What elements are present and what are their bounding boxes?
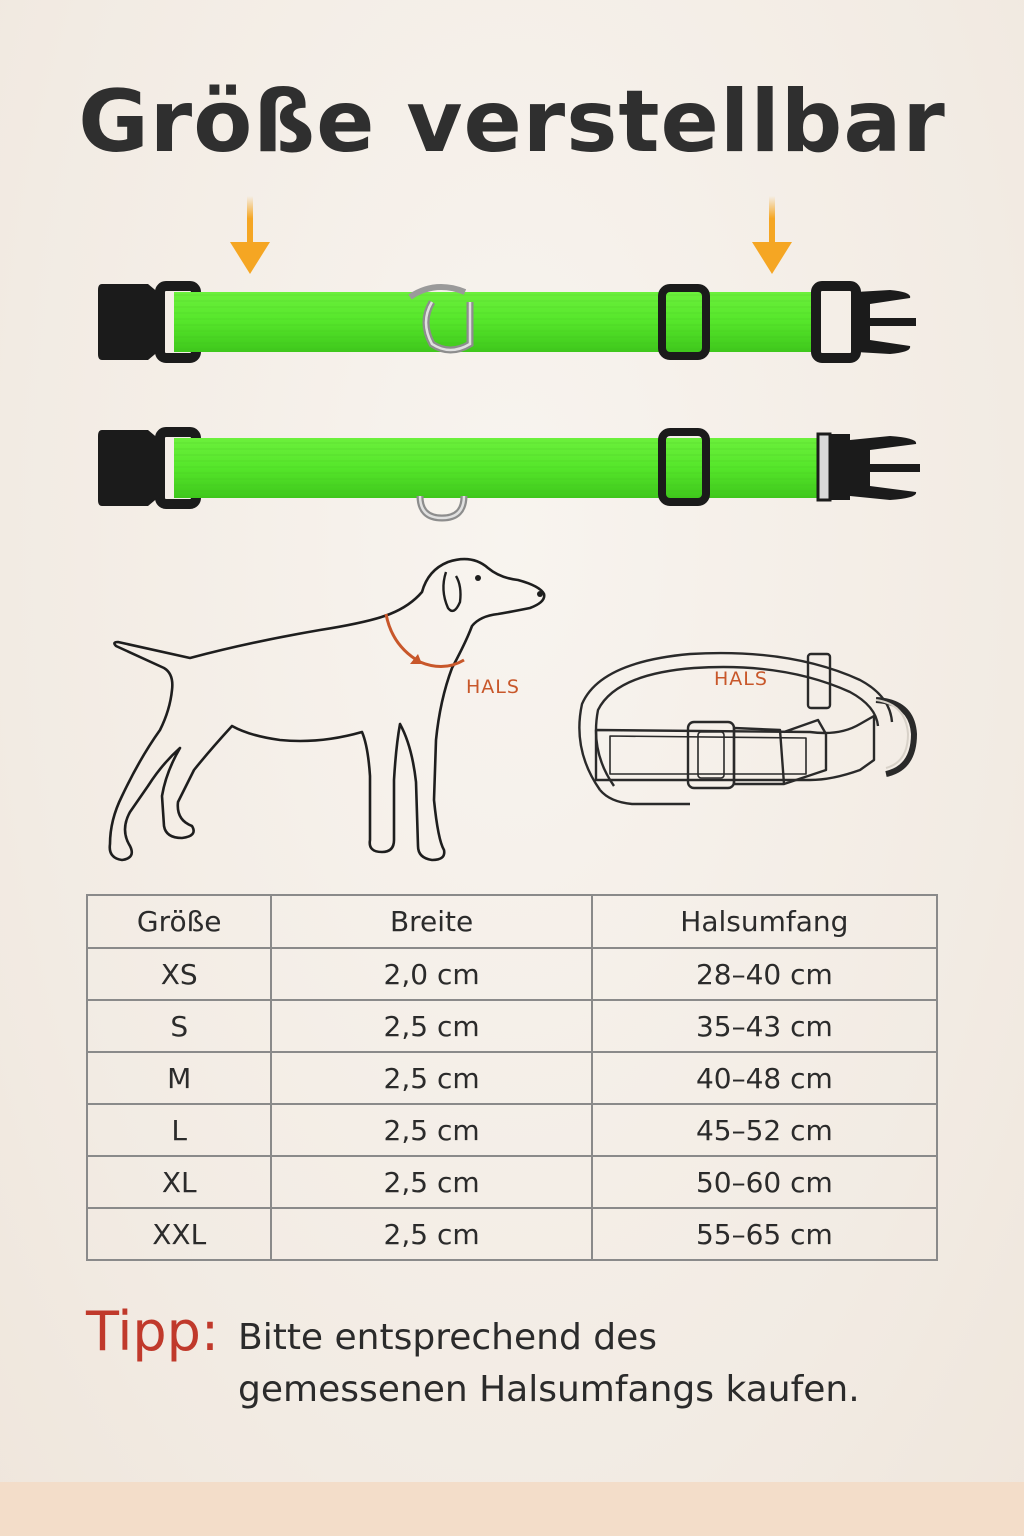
collar-open-image bbox=[90, 262, 930, 382]
cell-neck: 55–65 cm bbox=[592, 1208, 937, 1260]
cell-neck: 50–60 cm bbox=[592, 1156, 937, 1208]
cell-size: S bbox=[87, 1000, 271, 1052]
tip-text bbox=[238, 1312, 998, 1416]
header-size: Größe bbox=[87, 895, 271, 948]
cell-width: 2,5 cm bbox=[271, 1104, 591, 1156]
cell-neck: 28–40 cm bbox=[592, 948, 937, 1000]
collar-closed-image bbox=[90, 410, 930, 530]
cell-neck: 35–43 cm bbox=[592, 1000, 937, 1052]
table-row bbox=[87, 1208, 937, 1260]
cell-size: M bbox=[87, 1052, 271, 1104]
table-row bbox=[87, 1000, 937, 1052]
header-width: Breite bbox=[271, 895, 591, 948]
page-title: Größe verstellbar bbox=[78, 72, 946, 172]
cell-size: XXL bbox=[87, 1208, 271, 1260]
table-row bbox=[87, 1052, 937, 1104]
table-row bbox=[87, 1104, 937, 1156]
cell-width: 2,5 cm bbox=[271, 1052, 591, 1104]
cell-size: L bbox=[87, 1104, 271, 1156]
footer-band bbox=[0, 1482, 1024, 1536]
hals-label-collar: HALS bbox=[714, 668, 768, 690]
dog-outline-image bbox=[100, 550, 550, 880]
tip-line-1: Bitte entsprechend des bbox=[238, 1317, 657, 1358]
table-row bbox=[87, 1156, 937, 1208]
tip-label: Tipp: bbox=[86, 1300, 220, 1363]
cell-neck: 40–48 cm bbox=[592, 1052, 937, 1104]
table-row bbox=[87, 948, 937, 1000]
cell-width: 2,5 cm bbox=[271, 1156, 591, 1208]
size-table bbox=[86, 894, 938, 1261]
cell-neck: 45–52 cm bbox=[592, 1104, 937, 1156]
hals-label-dog: HALS bbox=[466, 676, 520, 698]
cell-size: XL bbox=[87, 1156, 271, 1208]
tip-line-2: gemessenen Halsumfangs kaufen. bbox=[238, 1369, 860, 1410]
cell-width: 2,0 cm bbox=[271, 948, 591, 1000]
cell-size: XS bbox=[87, 948, 271, 1000]
cell-width: 2,5 cm bbox=[271, 1208, 591, 1260]
collar-sketch-image bbox=[570, 640, 930, 815]
table-header-row bbox=[87, 895, 937, 948]
cell-width: 2,5 cm bbox=[271, 1000, 591, 1052]
header-neck: Halsumfang bbox=[592, 895, 937, 948]
